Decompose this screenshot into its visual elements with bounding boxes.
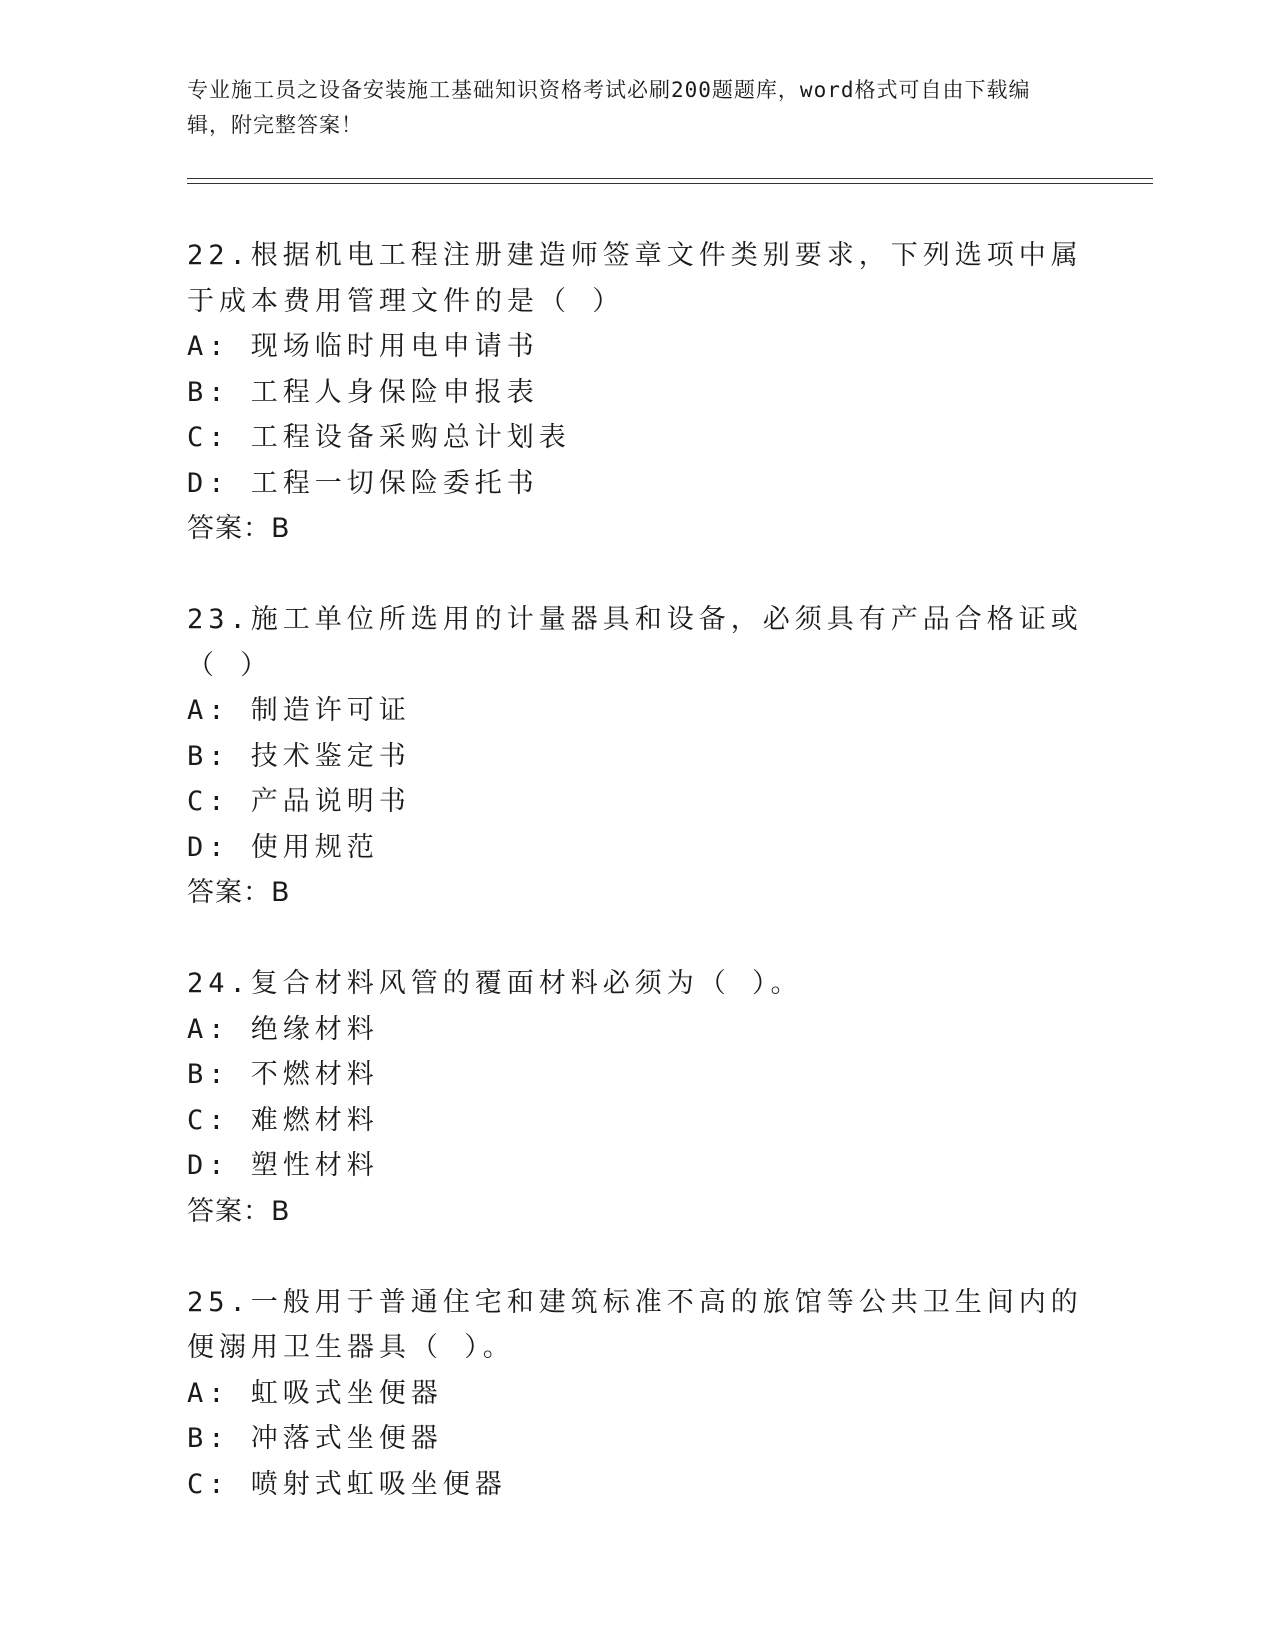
answer-line: 答案：B <box>187 877 291 908</box>
answer-line: 答案：B <box>187 1195 291 1227</box>
header-divider-top <box>187 178 1153 179</box>
option-a: A: 绝缘材料 <box>187 1013 379 1045</box>
option-b: B: 不燃材料 <box>187 1059 379 1090</box>
option-d: D: 使用规范 <box>187 831 379 863</box>
header-divider-bottom <box>187 183 1153 184</box>
option-b: B: 工程人身保险申报表 <box>187 376 539 408</box>
option-c: C: 产品说明书 <box>187 786 411 817</box>
option-b: B: 冲落式坐便器 <box>187 1423 443 1454</box>
document-header: 专业施工员之设备安装施工基础知识资格考试必刷200题题库，word格式可自由下载编辑，附完整答案！ <box>187 78 1031 137</box>
question-stem: 25.一般用于普通住宅和建筑标准不高的旅馆等公共卫生间内的便溺用卫生器具（ ）。 <box>187 1286 1083 1363</box>
option-c: C: 喷射式虹吸坐便器 <box>187 1468 507 1500</box>
option-a: A: 现场临时用电申请书 <box>187 331 539 362</box>
question-22 <box>187 233 1107 552</box>
question-stem: 23.施工单位所选用的计量器具和设备，必须具有产品合格证或（ ） <box>187 604 1083 681</box>
option-c: C: 难燃材料 <box>187 1104 379 1136</box>
option-d: D: 工程一切保险委托书 <box>187 467 539 499</box>
question-list <box>187 233 1107 1553</box>
option-a: A: 虹吸式坐便器 <box>187 1377 443 1409</box>
question-23 <box>187 597 1107 916</box>
option-b: B: 技术鉴定书 <box>187 740 411 772</box>
option-d: D: 塑性材料 <box>187 1150 379 1181</box>
option-a: A: 制造许可证 <box>187 695 411 726</box>
question-stem: 24.复合材料风管的覆面材料必须为（ ）。 <box>187 968 803 999</box>
question-25 <box>187 1280 1107 1508</box>
answer-line: 答案：B <box>187 513 291 544</box>
question-stem: 22.根据机电工程注册建造师签章文件类别要求，下列选项中属于成本费用管理文件的是（ ） <box>187 240 1083 317</box>
option-c: C: 工程设备采购总计划表 <box>187 422 571 453</box>
question-24 <box>187 961 1107 1234</box>
